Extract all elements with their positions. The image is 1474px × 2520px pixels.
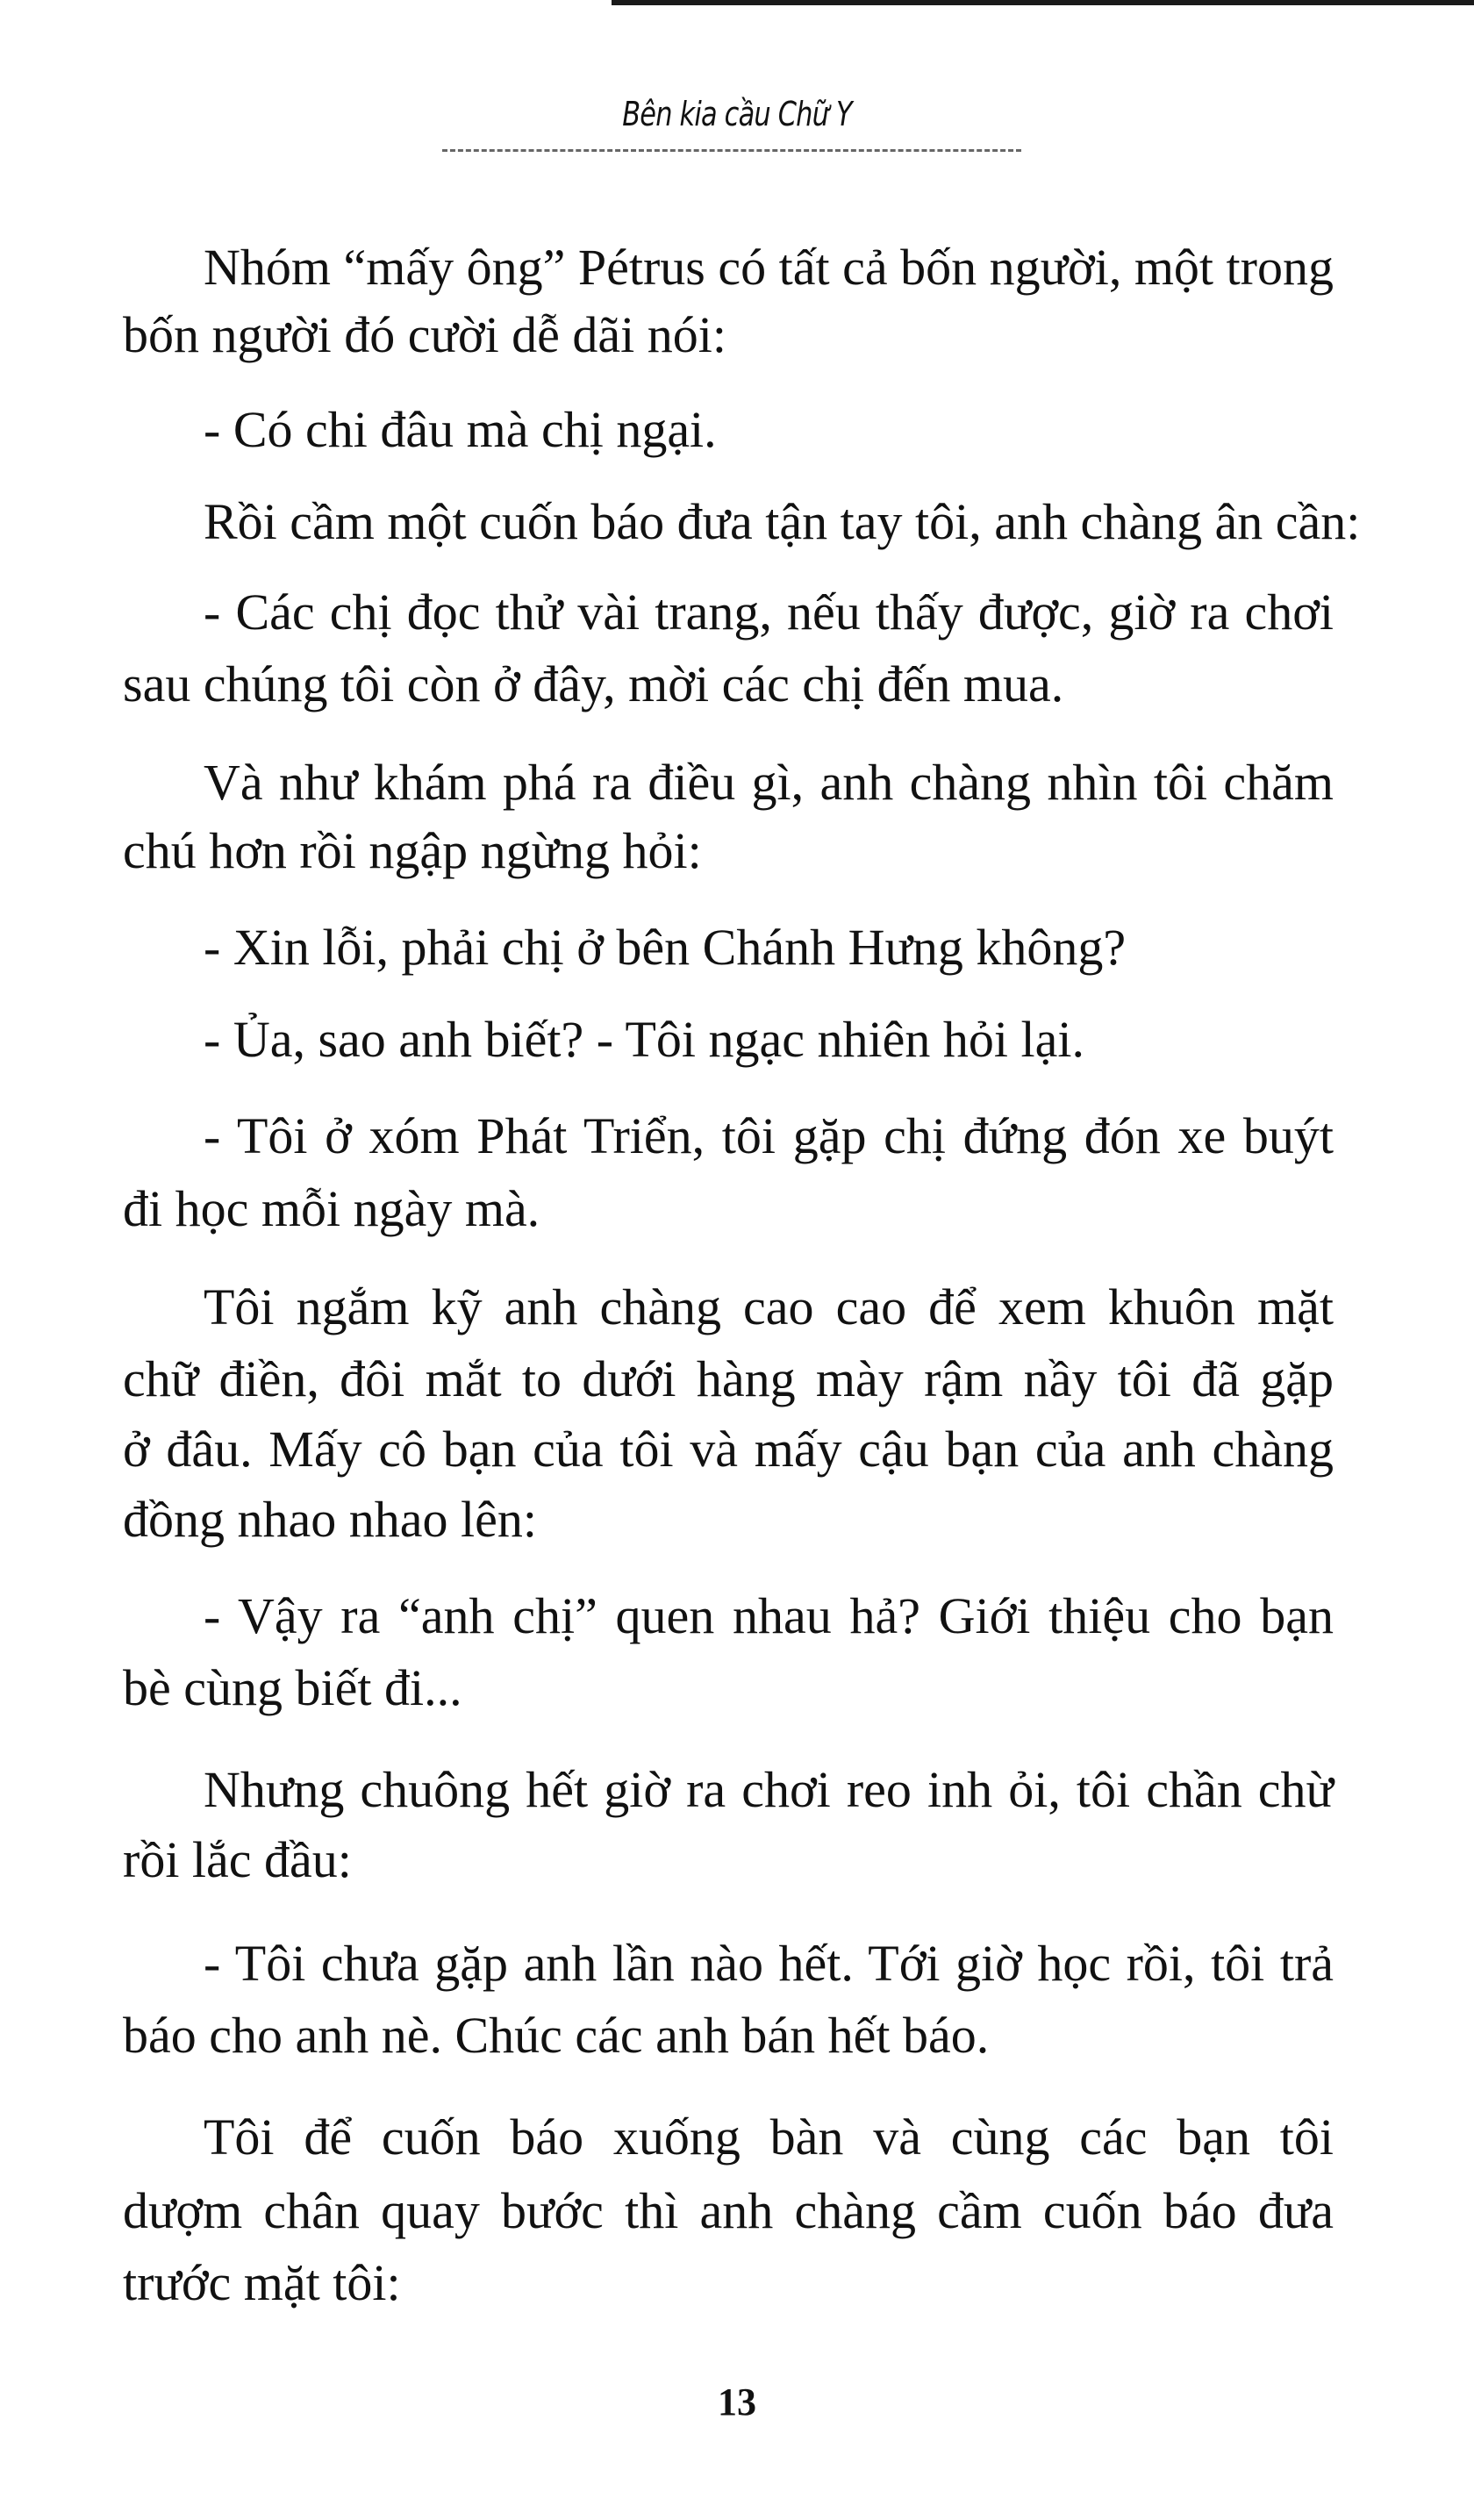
text-line: - Có chi đâu mà chị ngại. <box>204 401 717 458</box>
top-border-line <box>612 0 1474 5</box>
text-line: - Vậy ra “anh chị” quen nhau hả? Giới thiệu cho bạn <box>204 1587 1334 1644</box>
text-line: Rồi cầm một cuốn báo đưa tận tay tôi, anh chàng ân cần: <box>204 493 1361 550</box>
text-line: Tôi để cuốn báo xuống bàn và cùng các bạn tôi <box>204 2108 1334 2166</box>
text-line: - Ủa, sao anh biết? - Tôi ngạc nhiên hỏi lại. <box>204 1011 1084 1068</box>
header-rule <box>442 149 1021 152</box>
text-line: bốn người đó cười dễ dãi nói: <box>123 306 727 363</box>
text-line: chữ điền, đôi mắt to dưới hàng mày rậm nầy tôi đã gặp <box>123 1350 1334 1407</box>
text-line: bè cùng biết đi... <box>123 1659 462 1716</box>
text-line: - Tôi chưa gặp anh lần nào hết. Tới giờ học rồi, tôi trả <box>204 1935 1334 1992</box>
text-line: - Các chị đọc thử vài trang, nếu thấy được, giờ ra chơi <box>204 583 1334 641</box>
text-line: đồng nhao nhao lên: <box>123 1491 537 1548</box>
text-line: dượm chân quay bước thì anh chàng cầm cuốn báo đưa <box>123 2182 1334 2239</box>
text-line: Nhóm “mấy ông” Pétrus có tất cả bốn người, một trong <box>204 239 1334 296</box>
text-line: chú hơn rồi ngập ngừng hỏi: <box>123 822 702 879</box>
page-number: 13 <box>718 2380 756 2423</box>
text-line: Và như khám phá ra điều gì, anh chàng nhìn tôi chăm <box>204 754 1334 811</box>
text-line: ở đâu. Mấy cô bạn của tôi và mấy cậu bạn của anh chàng <box>123 1421 1334 1478</box>
text-line: Nhưng chuông hết giờ ra chơi reo inh ỏi, tôi chần chừ <box>204 1761 1334 1818</box>
text-line: - Tôi ở xóm Phát Triển, tôi gặp chị đứng đón xe buýt <box>204 1107 1334 1164</box>
text-line: trước mặt tôi: <box>123 2254 401 2311</box>
text-line: sau chúng tôi còn ở đây, mời các chị đến mua. <box>123 655 1064 712</box>
text-line: - Xin lỗi, phải chị ở bên Chánh Hưng không? <box>204 919 1127 976</box>
text-line: báo cho anh nè. Chúc các anh bán hết báo. <box>123 2007 990 2064</box>
text-line: rồi lắc đầu: <box>123 1831 352 1888</box>
text-line: đi học mỗi ngày mà. <box>123 1180 540 1237</box>
running-head: Bên kia cầu Chữ Y <box>622 95 852 133</box>
text-line: Tôi ngắm kỹ anh chàng cao cao để xem khuôn mặt <box>204 1278 1334 1335</box>
